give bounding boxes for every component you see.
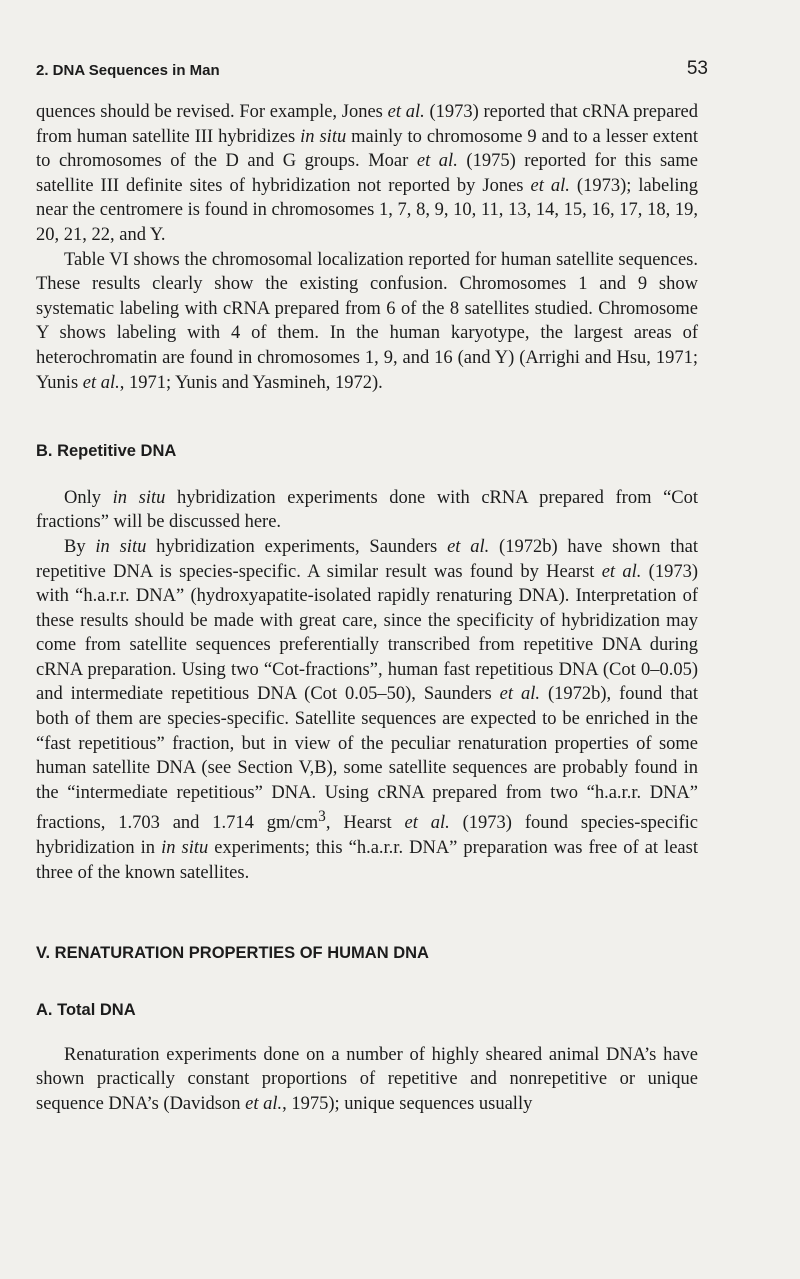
subsection-heading-total-dna: A. Total DNA xyxy=(36,1000,136,1019)
paragraph: quences should be revised. For example, Jones et al. (1973) reported that cRNA prepared from human satellite III hybridizes in situ mainly to chromosome 9 and to a lesser extent to chromosomes of the D and G groups. Moar et al. (1975) reported for this same satellite III definite sites of hybridization not reported by Jones et al. (1973); labeling near the centromere is found in chromosomes 1, 7, 8, 9, 10, 11, 13, 14, 15, 16, 17, 18, 19, 20, 21, 22, and Y. xyxy=(36,102,698,245)
page-number: 53 xyxy=(686,58,708,79)
running-head xyxy=(36,58,708,79)
paragraph: Only in situ hybridization experiments done with cRNA prepared from “Cot fractions” will be discussed here. xyxy=(36,487,699,533)
paragraph: Renaturation experiments done on a number of highly sheared animal DNA’s have shown practically constant proportions of repetitive and nonrepetitive or unique sequence DNA’s (Davidson et al., 1975); unique sequences usually xyxy=(36,1044,698,1114)
paragraph: By in situ hybridization experiments, Saunders et al. (1972b) have shown that repetitive DNA is species-specific. A similar result was found by Hearst et al. (1973) with “h.a.r.r. DNA” (hydroxyapatite-isolated rapidly renaturing DNA). Interpretation of these results should be made with great care, since the specificity of hybridization may come from satellite sequences preferentially transcribed from repetitive DNA during cRNA preparation. Using two “Cot-fractions”, human fast repetitious DNA (Cot 0–0.05) and intermediate repetitious DNA (Cot 0.05–50), Saunders et al. (1972b), found that both of them are species-specific. Satellite sequences are expected to be enriched in the “fast repetitious” fraction, but in view of the peculiar renaturation properties of some human satellite DNA (see Section V,B), some satellite sequences are probably found in the “intermediate repetitious” DNA. Using cRNA prepared from two “h.a.r.r. DNA” fractions, 1.703 and 1.714 $gm/cm^3$, Hearst et al. (1973) found species-specific hybridization in in situ experiments; this “h.a.r.r. DNA” preparation was free of at least three of the known satellites. xyxy=(36,536,699,883)
subsection-heading-repetitive-dna: B. Repetitive DNA xyxy=(36,442,177,461)
body-text xyxy=(36,100,698,1116)
paragraph: Table VI shows the chromosomal localization reported for human satellite sequences. These results clearly show the existing confusion. Chromosomes 1 and 9 show systematic labeling with cRNA prepared from 6 of the 8 satellites studied. Chromosome Y shows labeling with 4 of them. In the human karyotype, the largest areas of heterochromatin are found in chromosomes 1, 9, and 16 (and Y) (Arrighi and Hsu, 1971; Yunis et al., 1971; Yunis and Yasmineh, 1972). xyxy=(36,249,698,393)
running-title: 2. DNA Sequences in Man xyxy=(36,62,220,79)
section-heading-renaturation: V. RENATURATION PROPERTIES OF HUMAN DNA xyxy=(36,944,429,963)
